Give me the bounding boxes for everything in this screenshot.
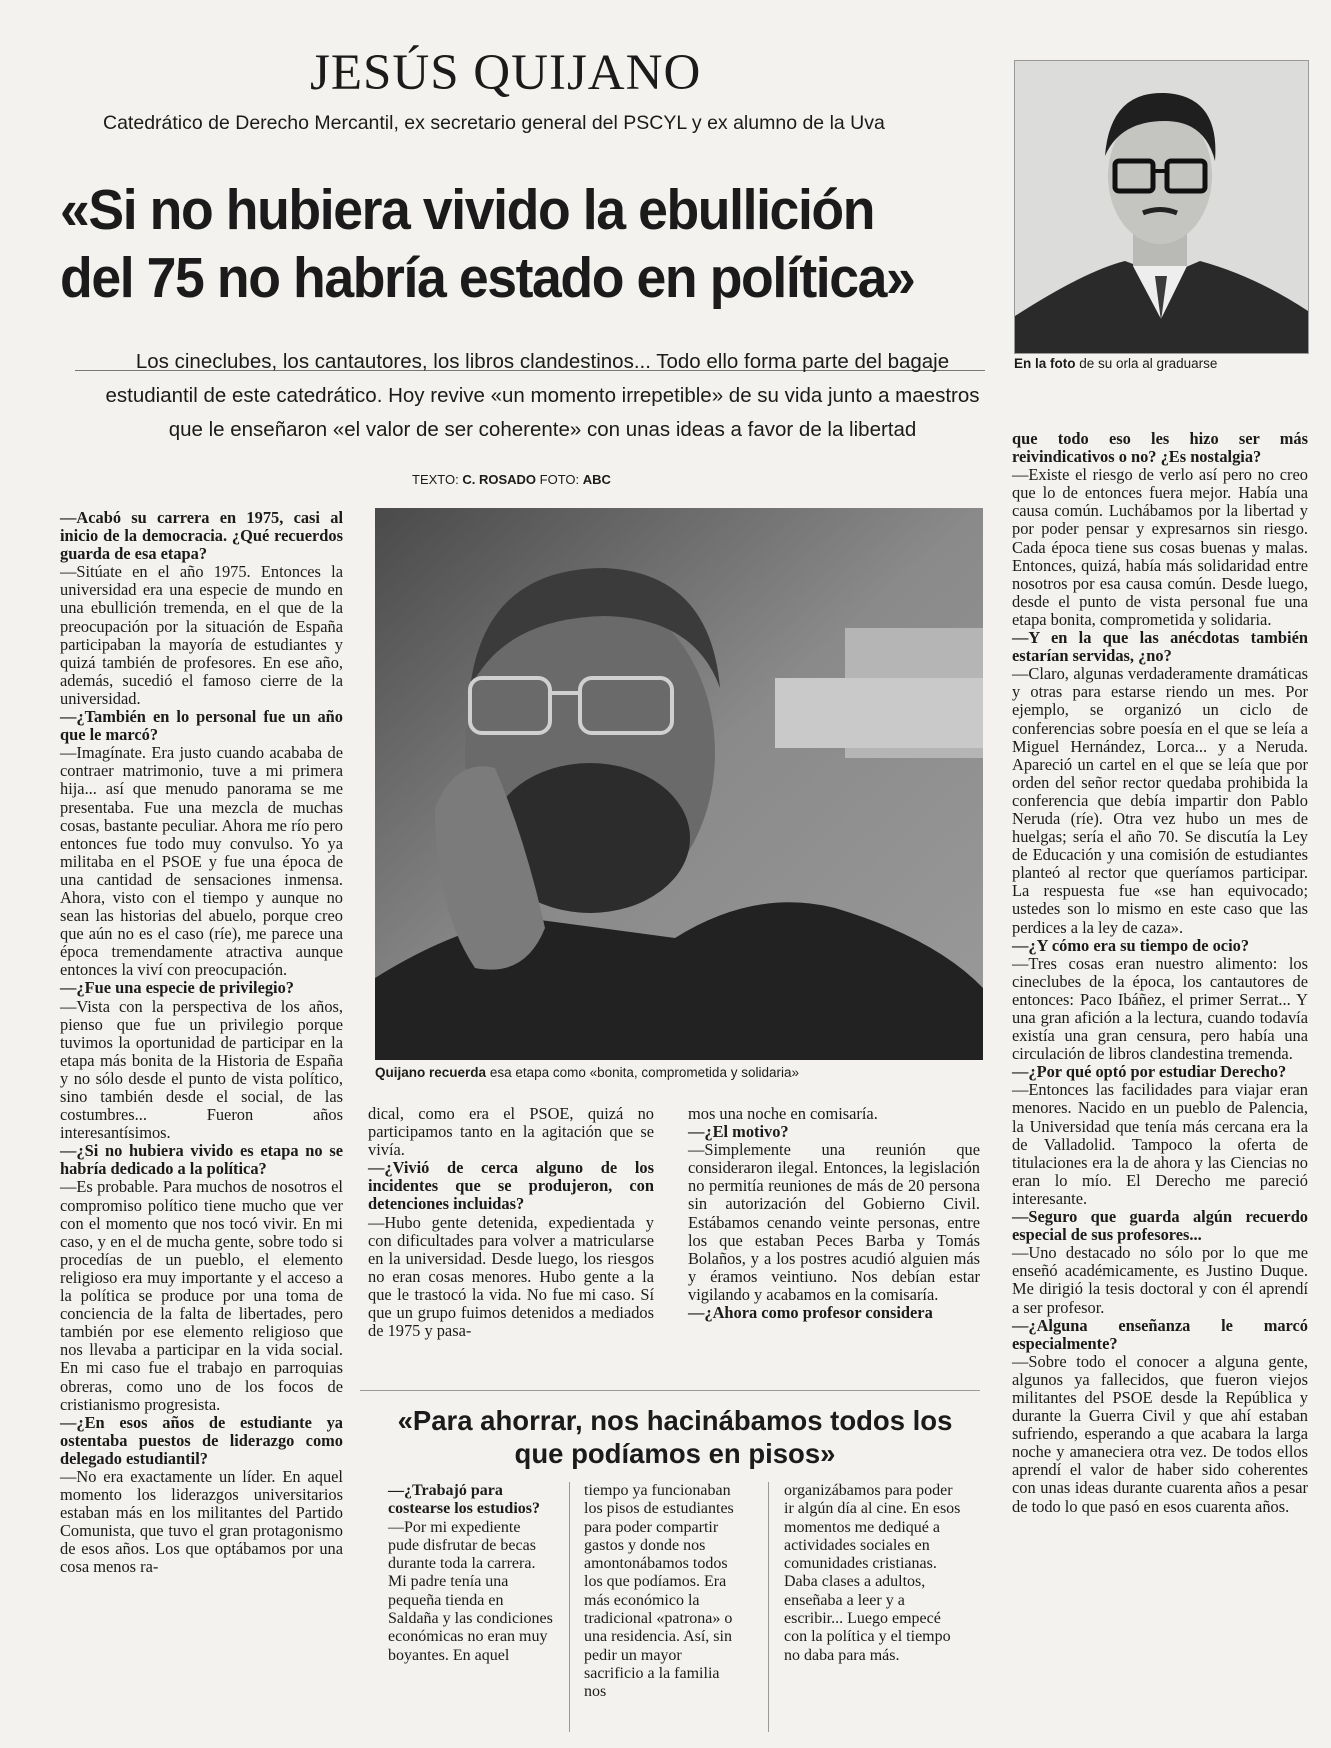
question: —¿Ahora como profesor considera [688,1303,933,1323]
box-column-2 [584,1482,744,1702]
answer: tiempo ya funcionaban los pisos de estudiantes para poder compartir gastos y donde nos amontonábamos todos los que podíamos. Era más económico la tradicional «patrona» o una residencia. Así, sin pedir un mayor sacrificio a la familia nos [584,1482,734,1701]
credit-photo-author: ABC [582,472,611,487]
main-photo [375,508,983,1060]
graduation-photo [1014,60,1309,354]
answer: —Simplemente una reunión que consideraron ilegal. Entonces, la legislación no permitía reuniones de más de 20 persona sin autorización del Gobierno Civil. Estábamos cenando veinte personas, entre los que estaban Peces Barba y Tomás Bolaños, y a los postres acudió alguien más y éramos veintiuno. Nos debían estar vigilando y acabamos en la comisaría. [688,1140,980,1304]
answer: organizábamos para poder ir algún día al cine. En esos momentos me dediqué a actividades sociales en comunidades cristianas. Daba clases a adultos, enseñaba a leer y a escribir... Luego empecé con la política y el tiempo no daba para más. [784,1482,961,1664]
question: que todo eso les hizo ser más reivindicativos o no? ¿Es nostalgia? [1012,429,1308,467]
question: —¿En esos años de estudiante ya ostentaba puestos de liderazgo como delegado estudiantil? [60,1412,343,1468]
graduation-portrait-image [1015,61,1308,353]
question: —¿Fue una especie de privilegio? [60,978,295,998]
box-headline: «Para ahorrar, nos hacinábamos todos los que podíamos en pisos» [397,1405,953,1469]
question: —¿Y cómo era su tiempo de ocio? [1012,935,1250,955]
box-column-divider [768,1482,769,1732]
credit-text-author: C. ROSADO [462,472,537,487]
question: —¿Vivió de cerca alguno de los incidentes que se produjeron, con detenciones incluidas? [368,1158,654,1214]
answer: —Entonces las facilidades para viajar eran menores. Nacido en un pueblo de Palencia, la Universidad que tenía más cercana era la de Valladolid. Tampoco la oferta de titulaciones era la de ahora y las Ciencias no eran lo mío. El Derecho me pareció interesante. [1012,1080,1308,1208]
question: —¿Si no hubiera vivido es etapa no se habría dedicado a la política? [60,1141,343,1179]
top-caption-rest: de su orla al graduarse [1079,356,1218,371]
answer: —Existe el riesgo de verlo así pero no creo que lo de entonces fuera mejor. Había una causa común. Luchábamos por la libertad y por poder pensar y expresarnos sin riesgo. Cada época tiene sus cosas buenas y malas. Entonces, quizá, había más solidaridad entre nosotros por esa causa común. Desde luego, desde el punto de vista personal fue una etapa bonita, comprometida y solidaria. [1012,465,1308,629]
answer: —Vista con la perspectiva de los años, pienso que fue un privilegio porque tuvimos la oportunidad de participar en la etapa más bonita de la Historia de España y no sólo desde el punto de vista político, sino también desde el social, de las costumbres... Fueron años interesantísimos. [60,996,343,1143]
answer: —Es probable. Para muchos de nosotros el compromiso político tiene mucho que ver con el momento que nos tocó vivir. En mi caso, y en el de mucha gente, sobre todo si procedías de un pueblo, el elemento religioso era muy importante y el acceso a la política se produce por una toma de conciencia de la falta de libertades, pero también por ese elemento religioso que nos llevaba a participar en la vida social. En mi caso fue el trabajo en parroquias obreras, como uno de los focos de cristianismo progresista. [60,1177,343,1414]
credit-text-label: TEXTO: [412,472,459,487]
question: —Acabó su carrera en 1975, casi al inicio de la democracia. ¿Qué recuerdos guarda de esa etapa? [60,508,343,564]
question: —¿Por qué optó por estudiar Derecho? [1012,1062,1287,1082]
box-column-divider [569,1482,570,1732]
answer: —Uno destacado no sólo por lo que me enseñó académicamente, es Justino Duque. Me dirigió la tesis doctoral y con él aprendí a ser profesor. [1012,1243,1308,1317]
answer: —Tres cosas eran nuestro alimento: los cineclubes de la época, los cantautores de entonces: Paco Ibáñez, el primer Serrat... Y una gran afición a la lectura, cuando todavía existía una gran censura, pero había una circulación de libros clandestina tremenda. [1012,953,1308,1064]
lede: Los cineclubes, los cantautores, los libros clandestinos... Todo ello forma parte del bagaje estudiantil de este catedrático. Hoy revive «un momento irrepetible» de su vida junto a maestros que le enseñaron «el valor de ser coherente» con unas ideas a favor de la libertad [105,350,980,441]
answer: —Sobre todo el conocer a alguna gente, algunos ya fallecidos, que fueron viejos militantes del PSOE desde la República y durante la Guerra Civil y que ahí estaban sufriendo, esperando a que acabara la larga noche y amaneciera otra vez. De todos ellos aprendí el valor de haber sido coherentes con unas ideas durante cuarenta años a pesar de todo lo que pasó en esos cuarenta años. [1012,1351,1308,1516]
answer: —Hubo gente detenida, expedientada y con dificultades para volver a matricularse en la universidad. Desde luego, los riesgos no eran cosas menores. Hubo gente a la que le trastocó la vida. No fue mi caso. Sí que un grupo fuimos detenidos a mediados de 1975 y pasa- [368,1212,654,1341]
answer: mos una noche en comisaría. [688,1104,878,1123]
answer: —No era exactamente un líder. En aquel momento los liderazgos universitarios estaban más en los militantes del Partido Comunista, que tuvo el gran protagonismo de esos años. Los que optábamos por una cosa menos ra- [60,1466,343,1577]
graduation-photo-caption [1014,356,1314,371]
answer: dical, como era el PSOE, quizá no participamos tanto en la agitación que se vivía. [368,1104,654,1160]
interviewee-portrait-image [375,508,983,1060]
question: —¿También en lo personal fue un año que le marcó? [60,707,343,745]
main-photo-caption [375,1065,983,1080]
text-column-3 [688,1105,980,1322]
top-caption-bold: En la foto [1014,356,1076,371]
byline [412,472,611,487]
answer: —Sitúate en el año 1975. Entonces la universidad era una especie de mundo en una ebullición tremenda, en el que de la preocupación por la situación de España participaban la mayoría de estudiantes y quizá también de profesores. En ese año, además, sucedió el famoso cierre de la universidad. [60,562,343,708]
credit-photo-label: FOTO: [539,472,580,487]
text-column-2 [368,1105,654,1340]
question: —Seguro que guarda algún recuerdo especial de sus profesores... [1012,1207,1308,1245]
question: —Y en la que las anécdotas también estarían servidas, ¿no? [1012,628,1308,666]
answer: —Imagínate. Era justo cuando acababa de contraer matrimonio, tuve a mi primera hija... así que menudo panorama se me presentaba. Fue una mezcla de muchas cosas, bastante peculiar. Ahora me río pero entonces fue todo muy convulso. Yo ya militaba en el PSOE y fue una época de una cantidad de sensaciones inmensa. Ahora, visto con el tiempo y aunque no sean las historias del abuelo, porque creo que aún no es el caso (ríe), me parece una época tremendamente atractiva aunque entonces la viví con preocupación. [60,743,343,980]
text-column-4 [1012,430,1308,1516]
box-column-3 [784,1482,964,1665]
text-column-1 [60,509,343,1577]
interviewee-name: JESÚS QUIJANO [310,45,702,101]
question: —¿El motivo? [688,1122,789,1142]
box-top-rule [360,1390,980,1391]
answer: —Por mi expediente pude disfrutar de becas durante toda la carrera. Mi padre tenía una pequeña tienda en Saldaña y las condiciones económicas no eran muy boyantes. En aquel [388,1518,553,1664]
question: —¿Alguna enseñanza le marcó especialmente? [1012,1315,1308,1353]
main-caption-rest: esa etapa como «bonita, comprometida y solidaria» [489,1065,799,1080]
interviewee-subtitle: Catedrático de Derecho Mercantil, ex secretario general del PSCYL y ex alumno de la Uva [103,112,885,134]
headline: «Si no hubiera vivido la ebullición del 75 no habría estado en política» [60,178,915,310]
question: —¿Trabajó para costearse los estudios? [388,1482,540,1518]
box-column-1 [388,1482,553,1665]
main-caption-bold: Quijano recuerda [375,1065,487,1080]
answer: —Claro, algunas verdaderamente dramáticas y otras para estarse riendo un mes. Por ejemplo, se organizó un ciclo de conferencias sobre poesía en el que se leía a Miguel Hernández, Lorca... y a Neruda. Apareció un cartel en el que se leía que por orden del señor rector quedaba prohibida la conferencia que debía impartir don Pablo Neruda (ríe). Otra vez hubo un mes de huelgas; sería el año 70. Se discutía la Ley de Educación y una comisión de estudiantes planteó al rector que queríamos participar. La respuesta fue «se han equivocado; ustedes son lo mismo en este caso que las perdices a la ley de caza». [1012,664,1308,937]
